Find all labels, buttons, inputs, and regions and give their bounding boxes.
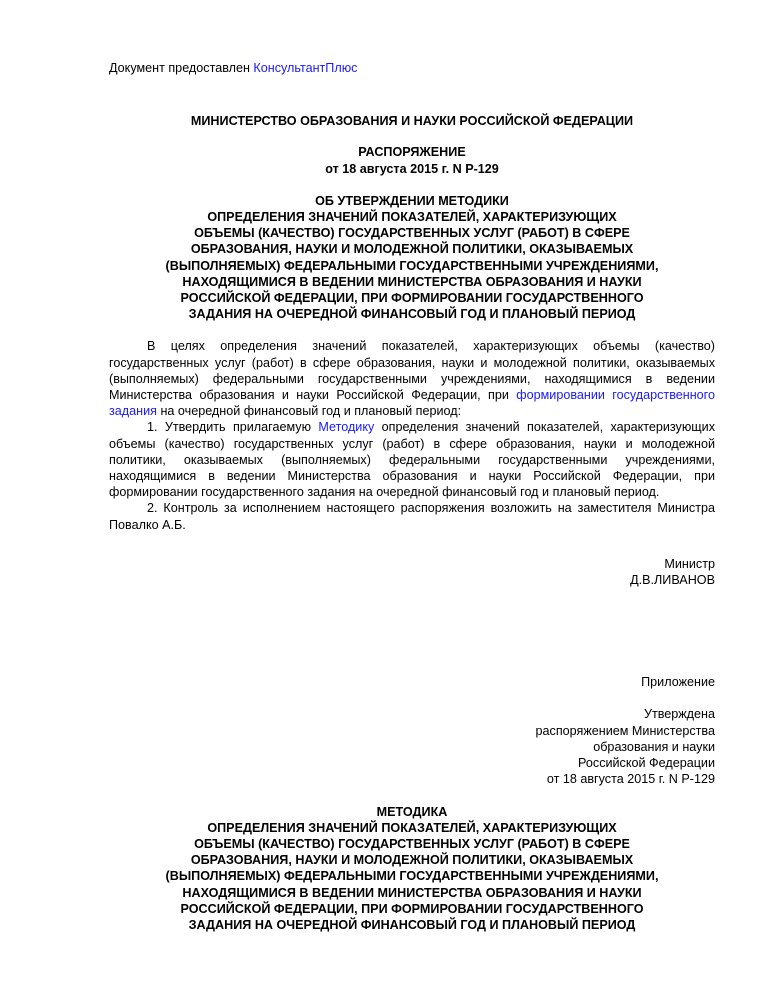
method-title-line: ОБРАЗОВАНИЯ, НАУКИ И МОЛОДЕЖНОЙ ПОЛИТИКИ, ОКАЗЫВАЕМЫХ — [190, 853, 634, 868]
order-header — [109, 144, 715, 176]
method-title-line: ЗАДАНИЯ НА ОЧЕРЕДНОЙ ФИНАНСОВЫЙ ГОД И ПЛАНОВЫЙ ПЕРИОД — [188, 917, 636, 932]
appendix-label: Приложение — [641, 675, 715, 690]
method-title-line: НАХОДЯЩИМИСЯ В ВЕДЕНИИ МИНИСТЕРСТВА ОБРАЗОВАНИЯ И НАУКИ — [182, 885, 642, 900]
methodology-link[interactable]: Методику — [318, 420, 375, 435]
provided-by-text: Документ предоставлен — [109, 61, 250, 75]
approval-line: от 18 августа 2015 г. N Р-129 — [546, 772, 715, 787]
title-line: ОБ УТВЕРЖДЕНИИ МЕТОДИКИ — [315, 193, 509, 208]
preamble-text-end: на очередной финансовый год и плановый период: — [156, 404, 462, 419]
approval-line: образования и науки — [593, 739, 715, 754]
method-title-line: ОБЪЕМЫ (КАЧЕСТВО) ГОСУДАРСТВЕННЫХ УСЛУГ (РАБОТ) В СФЕРЕ — [194, 836, 630, 851]
order-type: РАСПОРЯЖЕНИЕ — [358, 145, 466, 160]
methodology-title — [109, 804, 715, 934]
order-date: от 18 августа 2015 г. N Р-129 — [325, 161, 499, 176]
title-line: ОБЪЕМЫ (КАЧЕСТВО) ГОСУДАРСТВЕННЫХ УСЛУГ (РАБОТ) В СФЕРЕ — [194, 226, 630, 241]
item-1-text-end: определения значений показателей, характеризующих объемы (качество) государственных услуг (работ) в сфере образования, науки и молодежной политики, оказываемых (выполняемых) федеральными государственными учреждениями, находящимися в ведении Министерства образования и науки Российской Федерации, при формировании государственного задания на очередной финансовый год и плановый период. — [109, 420, 715, 500]
signer-position: Министр — [664, 556, 715, 571]
method-title-line: МЕТОДИКА — [376, 804, 448, 819]
consultant-plus-link[interactable]: КонсультантПлюс — [253, 61, 358, 75]
signature-block — [109, 556, 715, 588]
approval-line: Российской Федерации — [578, 756, 715, 771]
approval-line: распоряжением Министерства — [535, 723, 715, 738]
title-line: ОБРАЗОВАНИЯ, НАУКИ И МОЛОДЕЖНОЙ ПОЛИТИКИ, ОКАЗЫВАЕМЫХ — [190, 242, 634, 257]
method-title-line: (ВЫПОЛНЯЕМЫХ) ФЕДЕРАЛЬНЫМИ ГОСУДАРСТВЕННЫМИ УЧРЕЖДЕНИЯМИ, — [165, 869, 659, 884]
title-line: (ВЫПОЛНЯЕМЫХ) ФЕДЕРАЛЬНЫМИ ГОСУДАРСТВЕННЫМИ УЧРЕЖДЕНИЯМИ, — [165, 258, 659, 273]
item-1-paragraph — [109, 419, 715, 500]
document-page — [109, 60, 715, 933]
order-body — [109, 338, 715, 532]
preamble-paragraph — [109, 338, 715, 419]
order-title — [109, 193, 715, 323]
title-line: НАХОДЯЩИМИСЯ В ВЕДЕНИИ МИНИСТЕРСТВА ОБРАЗОВАНИЯ И НАУКИ — [182, 274, 642, 289]
item-1-text: 1. Утвердить прилагаемую — [147, 420, 319, 435]
title-line: РОССИЙСКОЙ ФЕДЕРАЦИИ, ПРИ ФОРМИРОВАНИИ ГОСУДАРСТВЕННОГО — [180, 291, 644, 306]
title-line: ЗАДАНИЯ НА ОЧЕРЕДНОЙ ФИНАНСОВЫЙ ГОД И ПЛАНОВЫЙ ПЕРИОД — [188, 307, 636, 322]
preamble-text: В целях определения значений показателей, характеризующих объемы (качество) государственных услуг (работ) в сфере образования, науки и молодежной политики, оказываемых (выполняемых) федеральными государственными учреждениями, находящимися в ведении Министерства образования и науки Российской Федерации, при — [109, 339, 715, 403]
method-title-line: ОПРЕДЕЛЕНИЯ ЗНАЧЕНИЙ ПОКАЗАТЕЛЕЙ, ХАРАКТЕРИЗУЮЩИХ — [207, 820, 617, 835]
ministry-name: МИНИСТЕРСТВО ОБРАЗОВАНИЯ И НАУКИ РОССИЙСКОЙ ФЕДЕРАЦИИ — [190, 114, 634, 129]
provided-by-line — [109, 60, 715, 76]
approval-line: Утверждена — [643, 707, 715, 722]
title-line: ОПРЕДЕЛЕНИЯ ЗНАЧЕНИЙ ПОКАЗАТЕЛЕЙ, ХАРАКТЕРИЗУЮЩИХ — [207, 210, 617, 225]
method-title-line: РОССИЙСКОЙ ФЕДЕРАЦИИ, ПРИ ФОРМИРОВАНИИ ГОСУДАРСТВЕННОГО — [180, 901, 644, 916]
signer-name: Д.В.ЛИВАНОВ — [630, 573, 715, 588]
approval-block — [505, 706, 715, 787]
state-assignment-link[interactable]: формировании государственного задания — [109, 388, 715, 419]
item-2-paragraph: 2. Контроль за исполнением настоящего распоряжения возложить на заместителя Министра Повалко А.Б. — [109, 501, 715, 532]
